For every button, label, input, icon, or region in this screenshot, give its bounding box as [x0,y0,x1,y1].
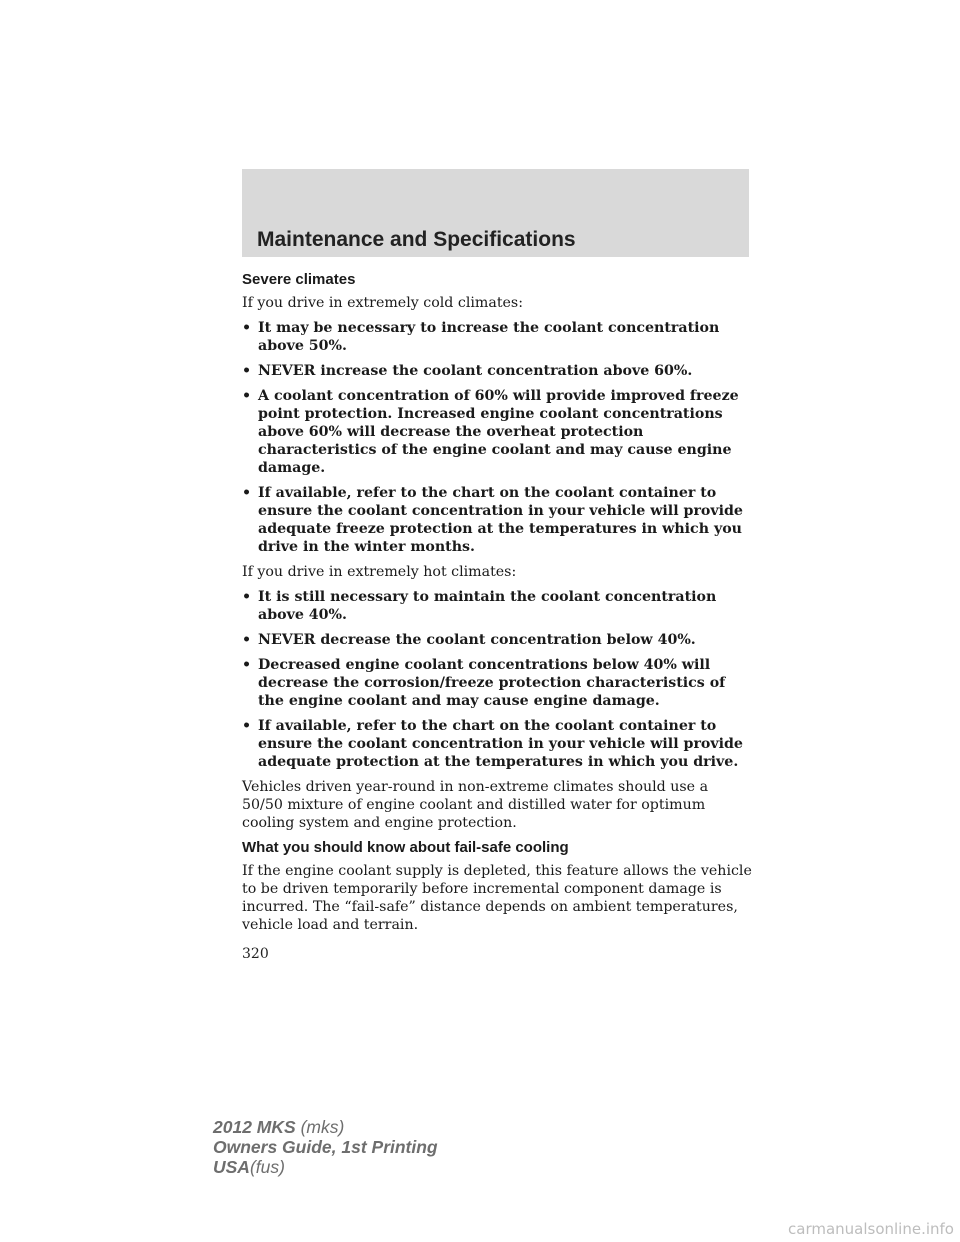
footer-model: 2012 MKS [213,1117,296,1137]
hot-intro: If you drive in extremely hot climates: [242,564,517,580]
section-title: Maintenance and Specifications [257,228,576,251]
list-item [242,717,752,771]
list-item-text: A coolant concentration of 60% will provide improved freeze point protection. Increased engine coolant concentrations above 60% will decrease the overheat protection characteristics of the engine coolant and may cause engine damage. [258,388,739,476]
bullet-glyph: • [242,632,252,648]
list-item-text: It is still necessary to maintain the coolant concentration above 40%. [258,589,717,623]
list-item-text: If available, refer to the chart on the coolant container to ensure the coolant concentration in your vehicle will provide adequate protection at the temperatures in which you drive. [258,718,743,770]
bullet-glyph: • [242,657,252,673]
bullet-glyph: • [242,363,252,379]
footer-edition: Owners Guide, 1st Printing [213,1137,438,1157]
list-item [242,362,752,380]
document-footer [213,1117,438,1177]
list-item [242,631,752,649]
mixture-paragraph: Vehicles driven year-round in non-extreme climates should use a 50/50 mixture of engine coolant and distilled water for optimum cooling system and engine protection. [242,779,709,831]
footer-model-code: (mks) [300,1117,345,1137]
bullet-glyph: • [242,388,252,404]
page-content [242,268,752,941]
list-item-text: NEVER decrease the coolant concentration below 40%. [258,632,696,648]
bullet-glyph: • [242,320,252,336]
footer-line-model [213,1117,438,1137]
list-item-text: Decreased engine coolant concentrations below 40% will decrease the corrosion/freeze protection characteristics of the engine coolant and may cause engine damage. [258,657,726,709]
bullet-glyph: • [242,485,252,501]
cold-bullet-list [242,319,752,556]
heading-severe-climates: Severe climates [242,271,356,288]
list-item [242,588,752,624]
watermark: carmanualsonline.info [788,1220,954,1238]
list-item-text: If available, refer to the chart on the coolant container to ensure the coolant concentration in your vehicle will provide adequate freeze protection at the temperatures in which you drive in the winter months. [258,485,743,555]
hot-bullet-list [242,588,752,771]
footer-market: USA [213,1157,250,1177]
list-item [242,387,752,477]
fail-safe-paragraph: If the engine coolant supply is depleted, this feature allows the vehicle to be driven temporarily before incremental component damage is incurred. The “fail-safe” distance depends on ambient temperatures, vehicle load and terrain. [242,863,752,933]
list-item [242,484,752,556]
bullet-glyph: • [242,718,252,734]
footer-market-code: (fus) [249,1157,285,1177]
bullet-glyph: • [242,589,252,605]
cold-intro: If you drive in extremely cold climates: [242,295,523,311]
page-number: 320 [242,946,269,962]
list-item-text: It may be necessary to increase the coolant concentration above 50%. [258,320,720,354]
heading-fail-safe-cooling: What you should know about fail-safe cooling [242,839,569,856]
list-item [242,319,752,355]
list-item-text: NEVER increase the coolant concentration above 60%. [258,363,693,379]
footer-line-market [213,1157,438,1177]
list-item [242,656,752,710]
